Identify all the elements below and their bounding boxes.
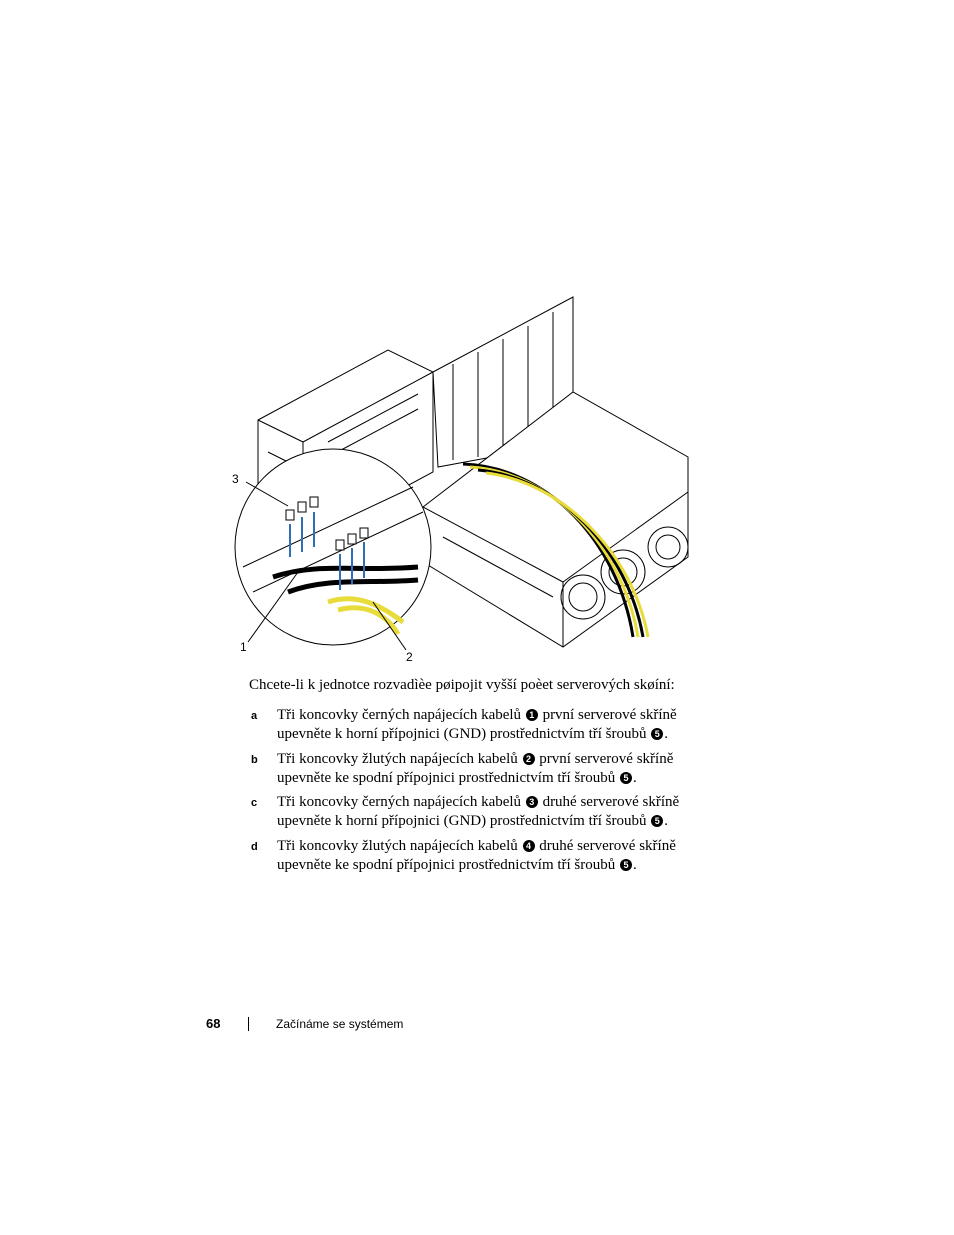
step-text: upevněte k horní přípojnici (GND) prostřednictvím tří šroubů	[277, 725, 647, 742]
step-text: Tři koncovky černých napájecích kabelů	[277, 794, 522, 810]
step-text: .	[664, 812, 669, 829]
step-text: upevněte k horní přípojnici (GND) prostřednictvím tří šroubů	[277, 812, 647, 829]
callout-number-icon: 5	[651, 815, 663, 827]
step-text: první serverové skříně	[542, 707, 677, 723]
callout-number-icon: 5	[620, 772, 632, 784]
step-letter: d	[251, 841, 258, 853]
callout-number-icon: 2	[523, 753, 535, 765]
callout-number-icon: 4	[523, 840, 535, 852]
step-letter: c	[251, 797, 258, 809]
step-text: upevněte ke spodní přípojnici prostřednictvím tří šroubů	[277, 769, 616, 786]
callout-number-icon: 5	[620, 859, 632, 871]
callout-3: 3	[232, 472, 239, 486]
step-text: Tři koncovky černých napájecích kabelů	[277, 707, 522, 723]
callout-2: 2	[406, 650, 413, 664]
step-text: druhé serverové skříně	[542, 794, 680, 810]
callout-number-icon: 3	[526, 796, 538, 808]
step-text: .	[664, 725, 669, 742]
cable-connection-figure	[228, 292, 698, 664]
step-text: .	[633, 856, 637, 873]
step-text: upevněte ke spodní přípojnici prostřednictvím tří šroubů	[277, 856, 616, 873]
step-letter: b	[251, 754, 258, 766]
step-text: druhé serverové skříně	[539, 838, 676, 854]
callout-number-icon: 5	[651, 728, 663, 740]
footer-divider	[248, 1017, 249, 1031]
step-text: Tři koncovky žlutých napájecích kabelů	[277, 838, 518, 854]
step-text: první serverové skříně	[539, 751, 674, 767]
server-enclosure-illustration	[228, 292, 698, 664]
step-text: .	[633, 769, 637, 786]
callout-number-icon: 1	[526, 709, 538, 721]
step-text: Tři koncovky žlutých napájecích kabelů	[277, 751, 518, 767]
callout-1: 1	[240, 640, 247, 654]
page-number: 68	[206, 1016, 221, 1031]
intro-paragraph: Chcete-li k jednotce rozvadìèe pøipojit vyšší poèet serverových skøíní:	[249, 677, 675, 693]
step-letter: a	[251, 710, 258, 722]
footer-chapter-title: Začínáme se systémem	[276, 1017, 404, 1031]
